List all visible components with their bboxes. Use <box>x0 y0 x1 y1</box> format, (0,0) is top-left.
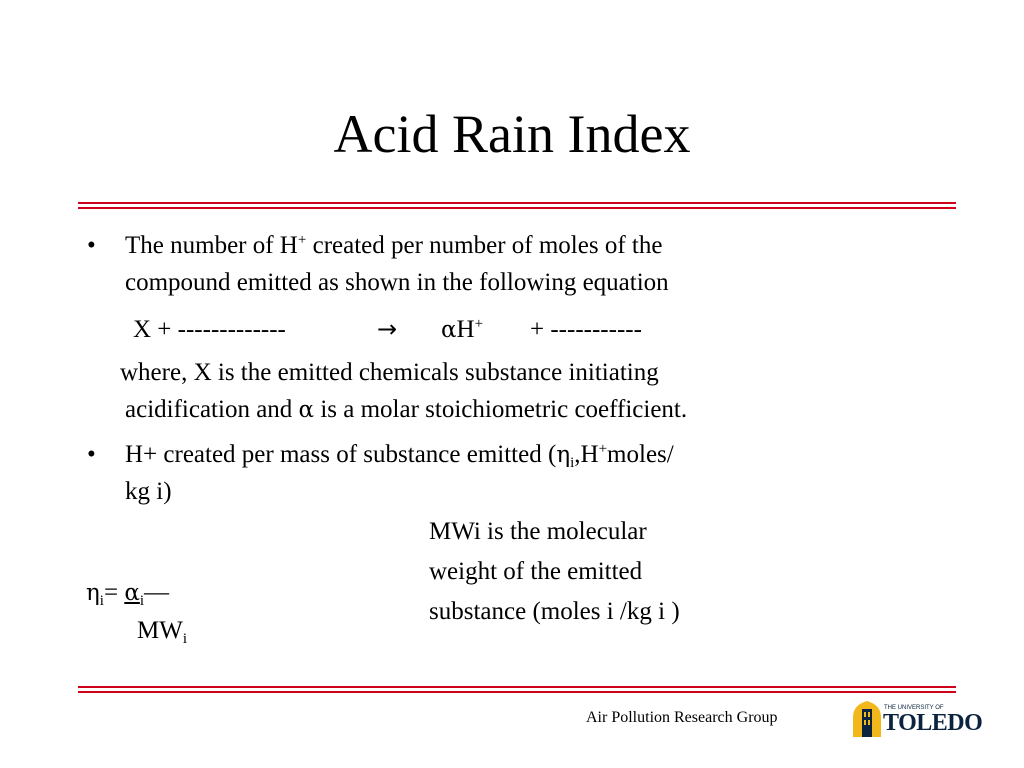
formula-denominator: $MW_i$ <box>137 617 187 647</box>
where-line1: where, X is the emitted chemicals substance initiating <box>120 359 659 386</box>
equation-right: + ----------- <box>530 316 642 343</box>
bottom-divider <box>78 686 956 693</box>
bullet2-line1: H+ created per mass of substance emitted ($\eta_i,H^+moles/$ <box>125 441 674 471</box>
note-line1: MWi is the molecular <box>429 518 647 545</box>
bullet1-line1: The number of H+ created per number of moles of the <box>125 232 663 259</box>
note-line3: substance (moles i /kg i ) <box>429 598 680 625</box>
footer-group-name: Air Pollution Research Group <box>586 709 778 726</box>
bullet-marker: • <box>87 232 96 259</box>
bullet1-line2: compound emitted as shown in the following equation <box>125 269 669 296</box>
tower-icon <box>850 699 884 739</box>
note-line2: weight of the emitted <box>429 558 643 585</box>
arrow-right-icon: → <box>377 315 398 343</box>
formula-numerator: $\eta_i=$ $\alpha_i—$ <box>86 579 170 609</box>
slide-title: Acid Rain Index <box>333 104 691 164</box>
bullet2-line2: kg i) <box>125 478 172 505</box>
equation-left: X + ------------- <box>133 316 286 343</box>
where-line2: acidification and α is a molar stoichiometric coefficient. <box>125 396 688 423</box>
bullet-marker: • <box>87 441 96 468</box>
logo-subtitle: THE UNIVERSITY OF <box>884 705 944 711</box>
university-logo <box>850 699 983 741</box>
equation-product: αH+ <box>441 316 484 343</box>
logo-wordmark: TOLEDO <box>883 710 983 736</box>
top-divider <box>78 202 956 209</box>
